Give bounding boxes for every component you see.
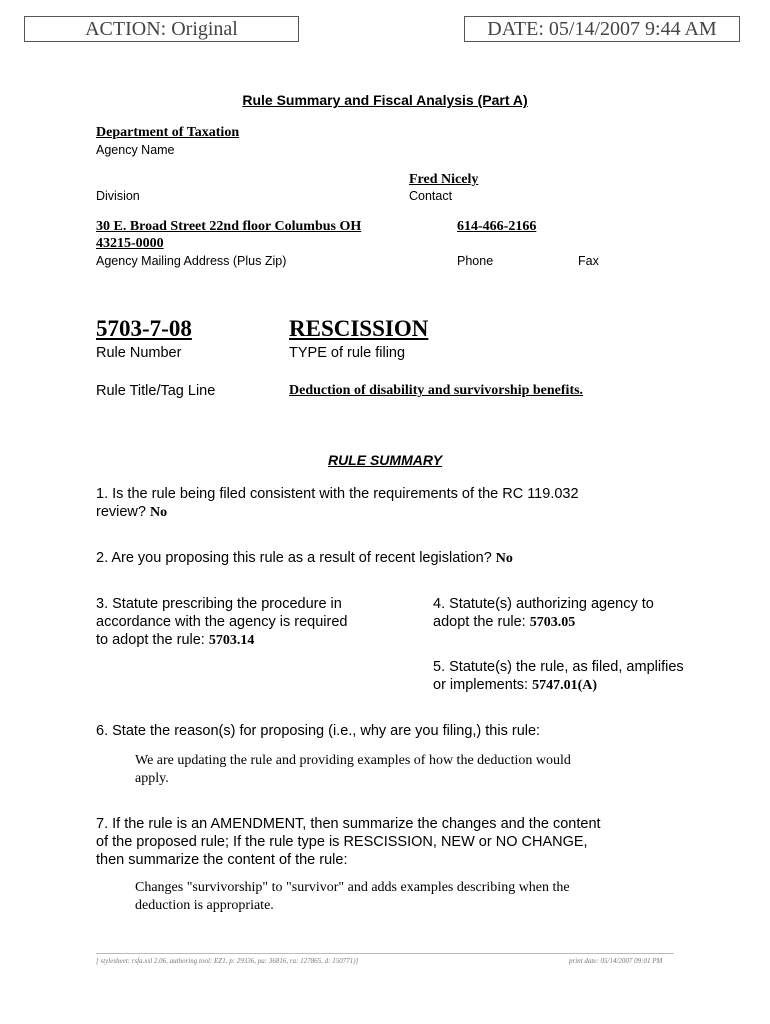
question-2 [96,549,513,568]
question-4 [433,595,654,632]
rule-title-label: Rule Title/Tag Line [96,383,216,399]
question-4-line-2 [433,613,654,632]
address-line-2: 43215-0000 [96,236,164,251]
address-line-1: 30 E. Broad Street 22nd floor Columbus OH [96,219,362,234]
rule-title: Deduction of disability and survivorship benefits. [289,383,584,398]
contact-name: Fred Nicely [409,172,479,187]
question-5 [433,658,684,695]
fax-label: Fax [578,254,599,268]
question-7 [96,815,601,869]
question-6-response [135,752,571,788]
question-3-answer: 5703.14 [208,633,255,648]
document-title: Rule Summary and Fiscal Analysis (Part A) [242,92,528,108]
question-2-answer: No [495,551,513,566]
question-3-line-2: accordance with the agency is required [96,614,348,630]
rule-number-label: Rule Number [96,345,182,361]
contact-label: Contact [409,189,453,203]
question-2-text: 2. Are you proposing this rule as a result of recent legislation? [96,550,492,566]
question-1-answer: No [150,505,168,520]
rule-number: 5703-7-08 [96,316,192,341]
agency-name-label: Agency Name [96,143,175,157]
question-6-response-line-2: apply. [135,771,169,786]
rule-type: RESCISSION [289,316,429,341]
phone-label: Phone [457,254,494,268]
division-label: Division [96,189,140,203]
rule-type-label: TYPE of rule filing [289,345,406,361]
question-7-line-2: of the proposed rule; If the rule type is RESCISSION, NEW or NO CHANGE, [96,834,588,850]
question-3-text-3: to adopt the rule: [96,632,205,648]
question-3-line-3 [96,631,347,650]
question-4-text-2: adopt the rule: [433,614,526,630]
question-7-line-3: then summarize the content of the rule: [96,852,348,868]
agency-name: Department of Taxation [96,125,240,140]
question-5-answer: 5747.01(A) [532,678,598,693]
question-4-line-1: 4. Statute(s) authorizing agency to [433,596,654,612]
question-7-response [135,879,570,915]
question-1-text-2: review? [96,504,146,520]
question-3 [96,595,347,650]
question-5-line-2 [433,676,684,695]
question-1-line-1: 1. Is the rule being filed consistent with the requirements of the RC 119.032 [96,486,579,502]
question-5-line-1: 5. Statute(s) the rule, as filed, amplifies [433,659,684,675]
question-7-response-line-2: deduction is appropriate. [135,898,274,913]
rule-summary-heading: RULE SUMMARY [327,452,443,468]
footer-stylesheet-info: [ stylesheet: rsfa.xsl 2.06, authoring tool: EZ1, p: 29336, pa: 36816, ra: 127865, d: 150771)] [96,957,359,965]
question-4-answer: 5703.05 [529,615,576,630]
question-5-text-2: or implements: [433,677,529,693]
action-box: ACTION: Original [24,16,299,42]
question-6: 6. State the reason(s) for proposing (i.e., why are you filing,) this rule: [96,723,541,739]
footer-print-date: print date: 05/14/2007 09:01 PM [569,957,663,965]
footer-rule [96,953,674,954]
question-7-response-line-1: Changes "survivorship" to "survivor" and adds examples describing when the [135,880,570,895]
question-7-line-1: 7. If the rule is an AMENDMENT, then summarize the changes and the content [96,816,601,832]
question-1 [96,485,579,522]
question-6-response-line-1: We are updating the rule and providing examples of how the deduction would [135,753,571,768]
date-box: DATE: 05/14/2007 9:44 AM [464,16,740,42]
question-1-line-2 [96,503,579,522]
phone-number: 614-466-2166 [457,219,537,234]
question-3-line-1: 3. Statute prescribing the procedure in [96,596,342,612]
address-label: Agency Mailing Address (Plus Zip) [96,254,287,268]
